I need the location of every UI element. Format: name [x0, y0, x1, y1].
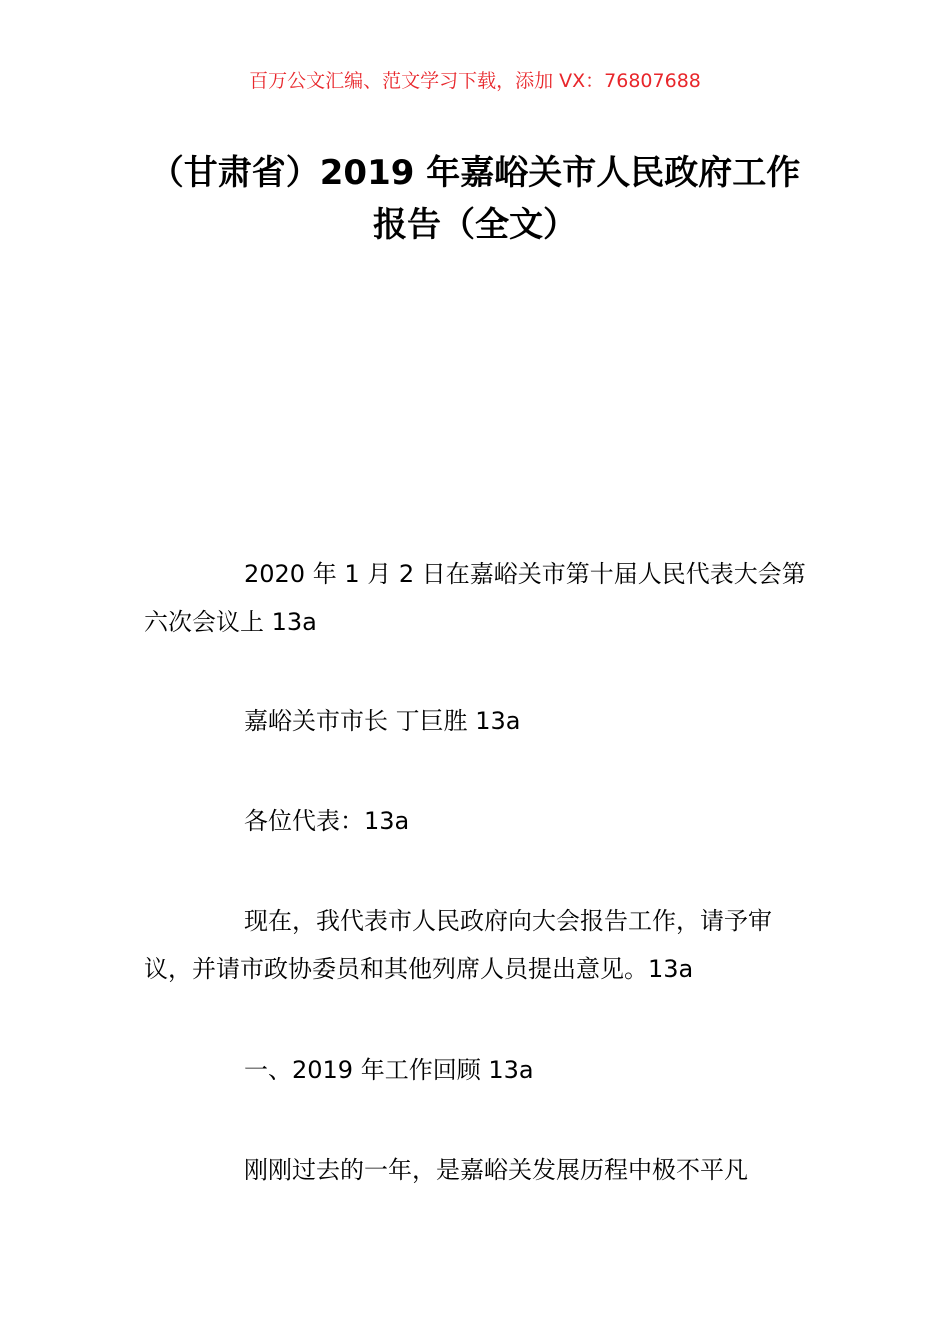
paragraph-text: 各位代表：13a [244, 807, 410, 835]
paragraph-speaker [144, 697, 812, 745]
header-banner: 百万公文汇编、范文学习下载，添加 VX：76807688 [249, 70, 701, 92]
paragraph-opening [144, 897, 812, 993]
paragraph-text: 刚刚过去的一年，是嘉峪关发展历程中极不平凡 [244, 1156, 748, 1184]
title-line-1: （甘肃省）2019 年嘉峪关市人民政府工作 [149, 153, 801, 193]
paragraph-meeting-info [144, 550, 812, 646]
paragraph-salutation [144, 797, 812, 845]
paragraph-text: 现在，我代表市人民政府向大会报告工作，请予审议，并请市政协委员和其他列席人员提出意见。13a [144, 907, 772, 983]
document-title [120, 147, 830, 251]
section-heading-review [144, 1046, 812, 1094]
title-line-2: 报告（全文） [373, 205, 577, 245]
paragraph-review-intro [144, 1146, 812, 1194]
paragraph-text: 一、2019 年工作回顾 13a [244, 1056, 534, 1084]
paragraph-text: 嘉峪关市市长 丁巨胜 13a [244, 707, 521, 735]
paragraph-text: 2020 年 1 月 2 日在嘉峪关市第十届人民代表大会第六次会议上 13a [144, 560, 806, 636]
